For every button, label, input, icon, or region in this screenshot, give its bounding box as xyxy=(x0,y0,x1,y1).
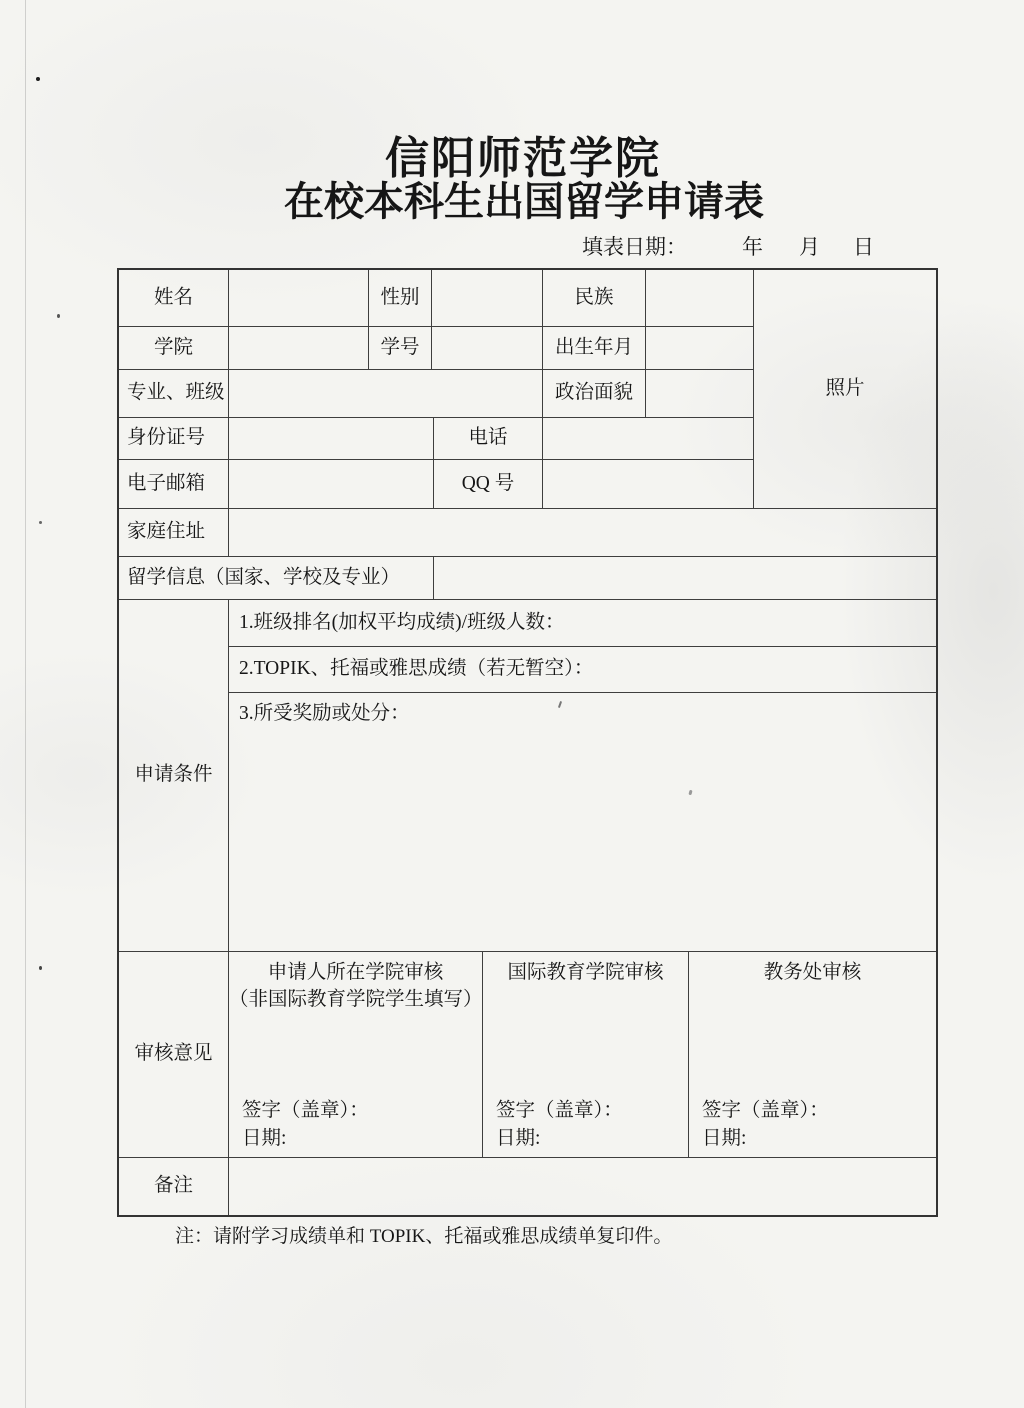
email-label: 电子邮箱 xyxy=(119,460,229,509)
email-value-cell xyxy=(229,460,434,509)
ethnicity-value-cell xyxy=(646,270,754,327)
attachment-note: 注：请附学习成绩单和 TOPIK、托福或雅思成绩单复印件。 xyxy=(175,1226,673,1247)
review-a-header: 申请人所在学院审核 xyxy=(267,962,444,983)
student-id-value-cell xyxy=(432,327,543,370)
political-status-label: 政治面貌 xyxy=(543,370,646,418)
political-status-value-cell xyxy=(646,370,754,418)
review-c-signature-block xyxy=(702,1097,829,1153)
major-class-label: 专业、班级 xyxy=(119,370,229,418)
review-b-date-label: 日期: xyxy=(496,1128,541,1149)
abroad-info-value-cell xyxy=(434,557,936,600)
student-id-label: 学号 xyxy=(369,327,432,370)
photo-box: 照片 xyxy=(754,270,936,509)
birth-month-label: 出生年月 xyxy=(543,327,646,370)
scan-speck xyxy=(36,77,40,81)
id-number-label: 身份证号 xyxy=(119,418,229,460)
abroad-info-label: 留学信息（国家、学校及专业） xyxy=(119,557,434,600)
name-value-cell xyxy=(229,270,369,327)
phone-label: 电话 xyxy=(434,418,543,460)
remarks-label: 备注 xyxy=(119,1158,229,1215)
review-a-signature-block xyxy=(242,1097,369,1153)
name-label: 姓名 xyxy=(119,270,229,327)
review-title-label: 审核意见 xyxy=(119,952,229,1158)
review-c-date-label: 日期: xyxy=(702,1128,747,1149)
condition-item-1: 1.班级排名(加权平均成绩)/班级人数： xyxy=(229,600,936,647)
condition-item-2: 2.TOPIK、托福或雅思成绩（若无暂空）： xyxy=(229,647,936,693)
review-b-signature-label: 签字（盖章）： xyxy=(496,1100,623,1121)
conditions-title-label: 申请条件 xyxy=(119,600,229,952)
review-c-header: 教务处审核 xyxy=(763,962,862,983)
qq-label: QQ 号 xyxy=(434,460,543,509)
college-label: 学院 xyxy=(119,327,229,370)
fill-date-day-label: 日 xyxy=(853,235,874,259)
gender-value-cell xyxy=(432,270,543,327)
form-title-university: 信阳师范学院 xyxy=(385,134,661,183)
review-a-subheader: （非国际教育学院学生填写） xyxy=(229,989,483,1010)
form-title-main: 在校本科生出国留学申请表 xyxy=(284,179,764,224)
condition-item-3: 3.所受奖励或处分： xyxy=(229,693,936,952)
scan-speck xyxy=(57,314,60,318)
application-form-table xyxy=(117,268,938,1217)
review-column-academic-affairs xyxy=(689,952,936,1158)
home-address-value-cell xyxy=(229,509,936,557)
review-c-signature-label: 签字（盖章）： xyxy=(702,1100,829,1121)
review-column-international-college xyxy=(483,952,689,1158)
qq-value-cell xyxy=(543,460,754,509)
review-column-applicant-college xyxy=(229,952,483,1158)
review-b-signature-block xyxy=(496,1097,623,1153)
remarks-value-cell xyxy=(229,1158,936,1215)
phone-value-cell xyxy=(543,418,754,460)
scan-speck xyxy=(39,966,42,970)
major-class-value-cell xyxy=(229,370,543,418)
id-number-value-cell xyxy=(229,418,434,460)
review-a-signature-label: 签字（盖章）： xyxy=(242,1100,369,1121)
college-value-cell xyxy=(229,327,369,370)
fill-date-month-label: 月 xyxy=(799,235,820,259)
review-a-date-label: 日期: xyxy=(242,1128,287,1149)
scan-speck xyxy=(39,521,42,524)
gender-label: 性别 xyxy=(369,270,432,327)
home-address-label: 家庭住址 xyxy=(119,509,229,557)
fill-date-label: 填表日期： xyxy=(582,235,687,259)
birth-month-value-cell xyxy=(646,327,754,370)
fill-date-year-label: 年 xyxy=(742,235,763,259)
ethnicity-label: 民族 xyxy=(543,270,646,327)
review-b-header: 国际教育学院审核 xyxy=(507,962,664,983)
